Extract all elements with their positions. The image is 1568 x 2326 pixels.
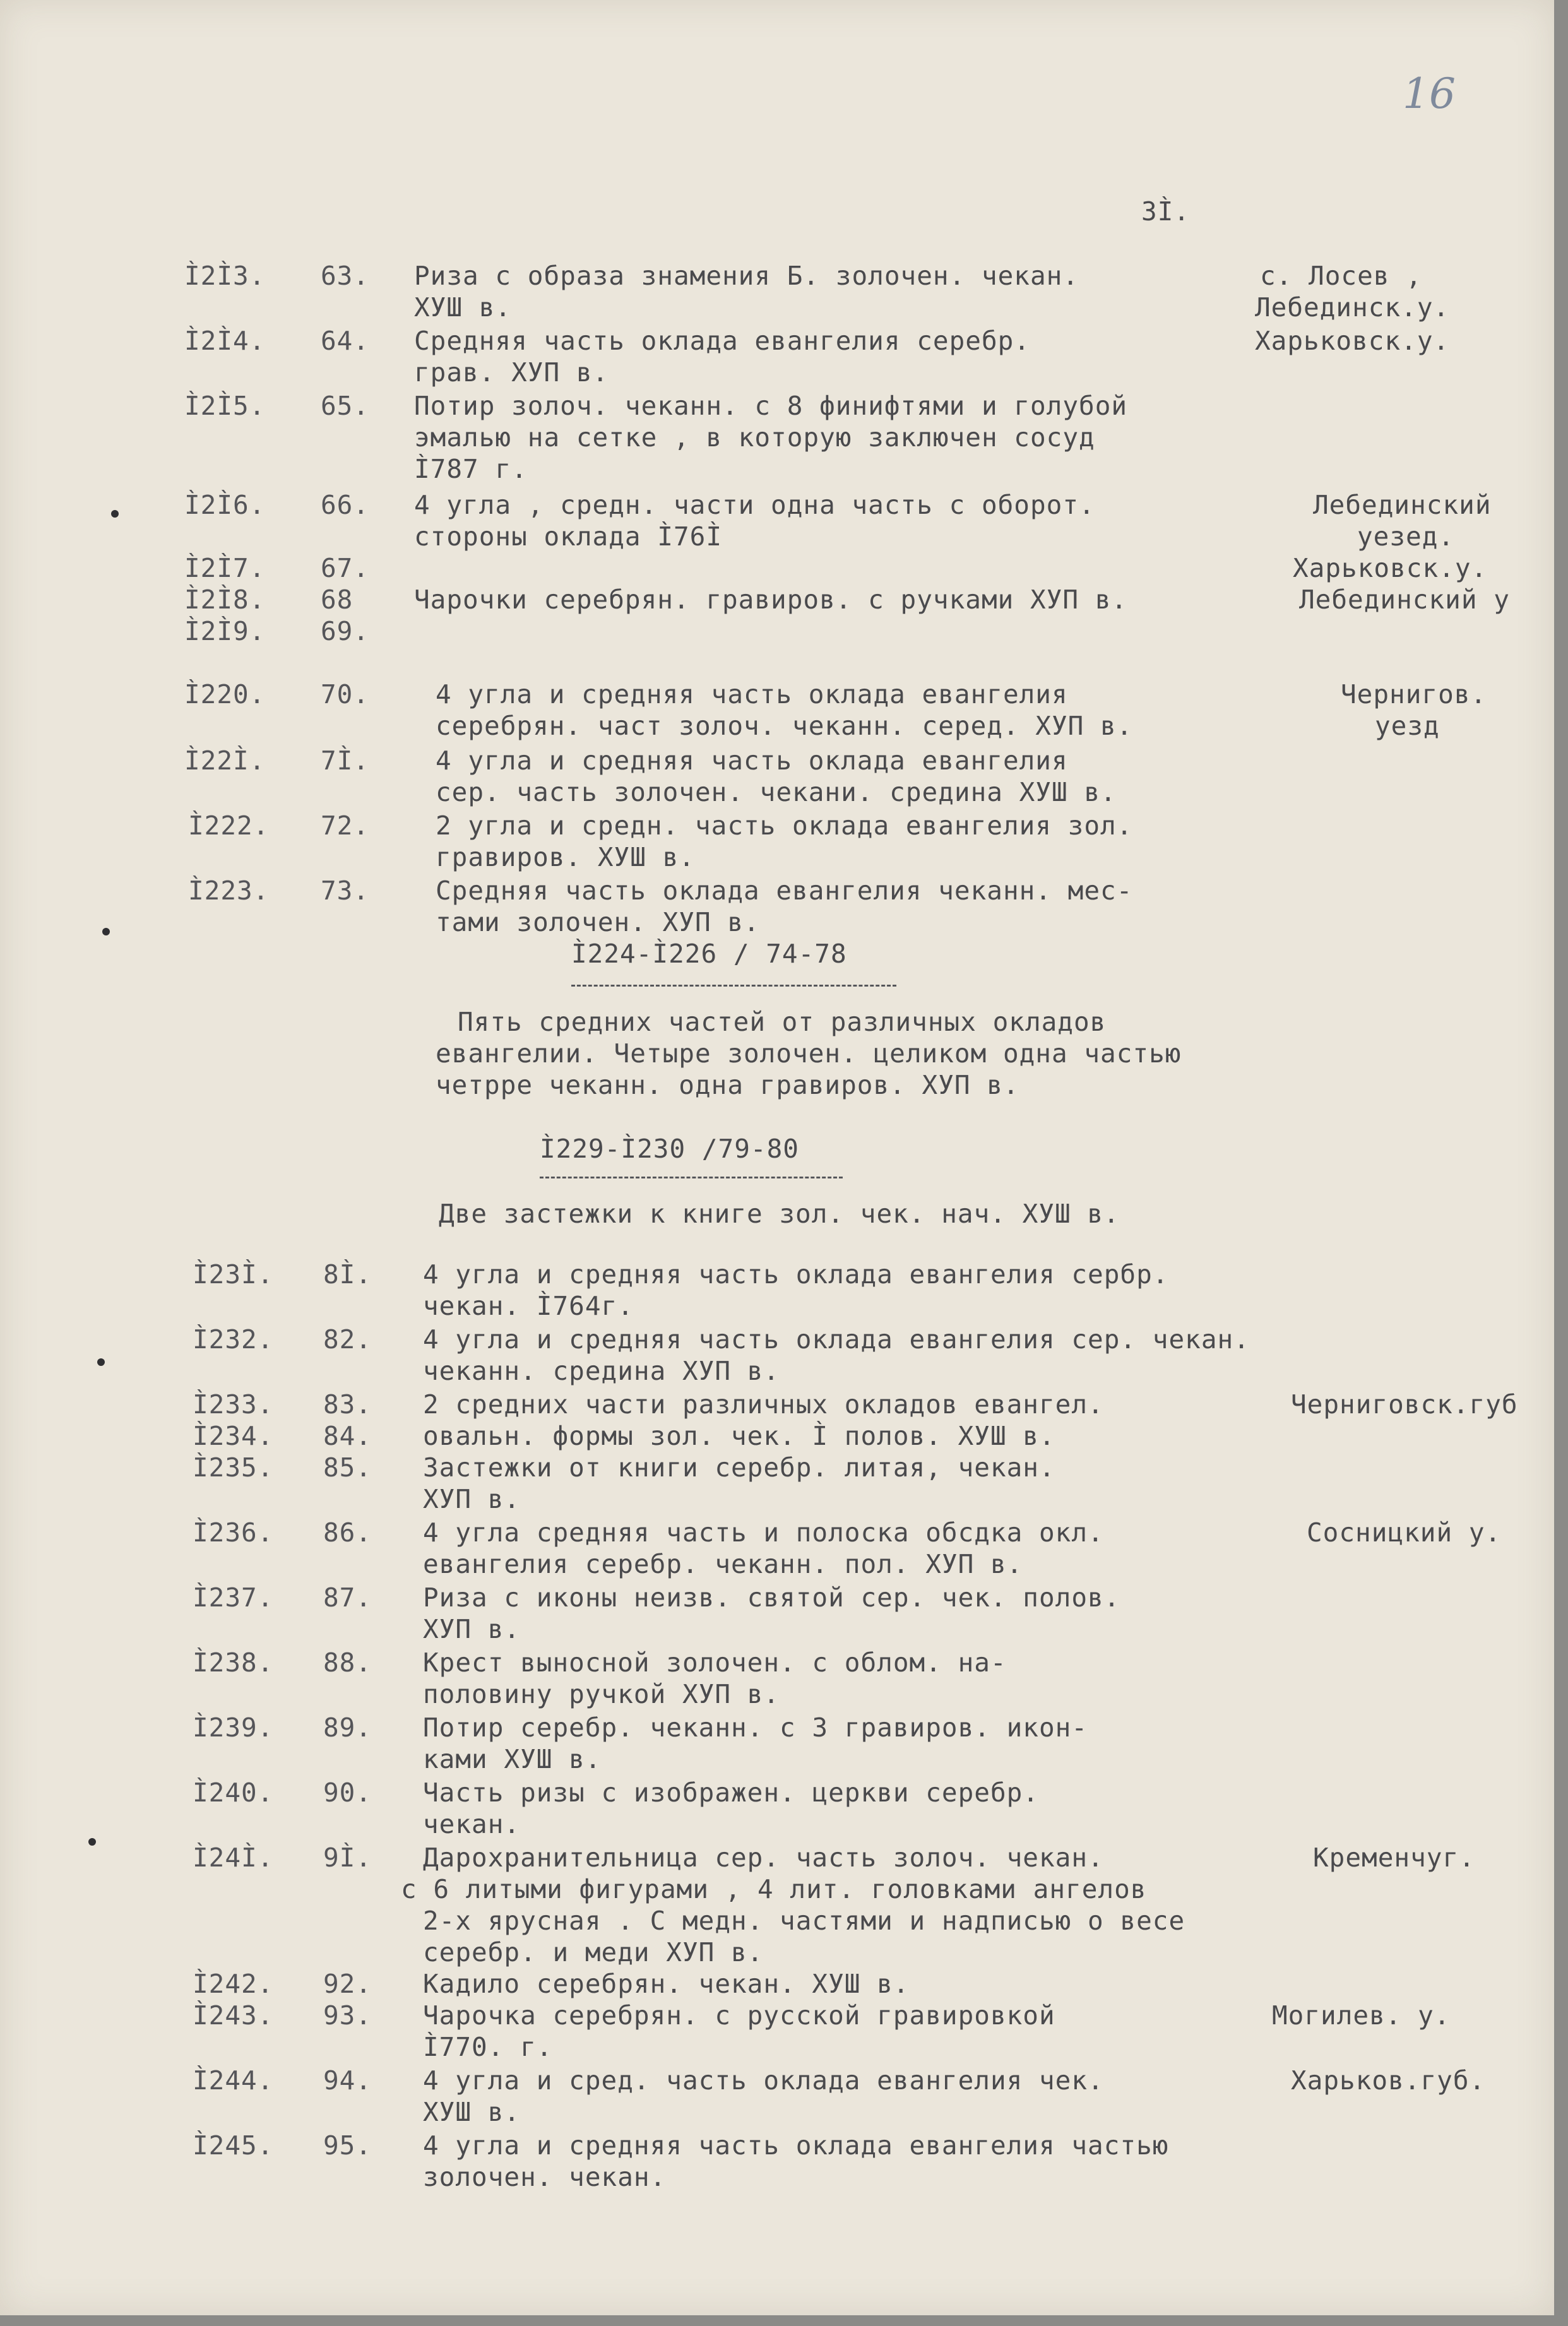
entry-number: Ì2Ì7. (184, 553, 266, 583)
entry-subnumber: 7Ì. (321, 745, 370, 776)
entry-subnumber: 64. (321, 326, 370, 356)
entry-text: 2 угла и средн. часть оклада евангелия зол. (436, 810, 1133, 841)
entry-text: ками ХУШ в. (423, 1744, 602, 1774)
entry-number: Ì24Ì. (193, 1842, 274, 1873)
margin-mark (88, 1838, 96, 1846)
entry-subnumber: 93. (323, 2000, 372, 2031)
entry-text: Застежки от книги серебр. литая, чекан. (423, 1452, 1055, 1483)
margin-mark (102, 928, 110, 935)
entry-number: Ì2Ì4. (184, 326, 266, 356)
entry-number: Ì220. (184, 679, 266, 709)
entry-text: ХУП в. (423, 1484, 521, 1514)
entry-place: Харьков.губ. (1291, 2065, 1486, 2096)
entry-text: Дарохранительница сер. часть золоч. чекан. (423, 1842, 1104, 1873)
entry-text: половину ручкой ХУП в. (423, 1679, 780, 1709)
entry-text: Ì770. г. (423, 2032, 553, 2062)
entry-text: 2 средних части различных окладов евангел. (423, 1389, 1104, 1420)
entry-text: эмалью на сетке , в которую заключен сосуд (414, 422, 1095, 453)
entry-subnumber: 86. (323, 1517, 372, 1548)
entry-place: Харьковск.у. (1255, 326, 1450, 356)
entry-subnumber: 84. (323, 1421, 372, 1451)
entry-place: Сосницкий у. (1307, 1517, 1502, 1548)
entry-place: Чернигов. (1341, 679, 1487, 709)
entry-number: Ì2Ì5. (184, 391, 266, 421)
entry-text: сер. часть золочен. чекани. средина ХУШ в. (436, 777, 1117, 807)
entry-number: Ì232. (193, 1324, 274, 1355)
entry-subnumber: 73. (321, 875, 370, 906)
entry-subnumber: 66. (321, 490, 370, 520)
entry-number: Ì22Ì. (184, 745, 266, 776)
entry-text: тами золочен. ХУП в. (436, 907, 760, 937)
entry-text: гравиров. ХУШ в. (436, 842, 695, 872)
entry-number: Ì2Ì3. (184, 261, 266, 291)
group-heading: Ì229-Ì230 /79-80 (540, 1134, 799, 1164)
entry-text: 2-х ярусная . С медн. частями и надписью о весе (423, 1906, 1185, 1936)
entry-number: Ì23Ì. (193, 1259, 274, 1290)
entry-text: серебр. и меди ХУП в. (423, 1937, 764, 1967)
entry-number: Ì240. (193, 1777, 274, 1808)
entry-text: Риза с образа знамения Б. золочен. чекан. (414, 261, 1079, 291)
entry-subnumber: 88. (323, 1647, 372, 1678)
entry-text: 4 угла и средняя часть оклада евангелия (436, 745, 1068, 776)
entry-number: Ì239. (193, 1712, 274, 1743)
page-number: 3Ì. (1141, 196, 1191, 227)
entry-text: овальн. формы зол. чек. Ì полов. ХУШ в. (423, 1421, 1055, 1451)
group-heading-underline (571, 985, 896, 987)
entry-subnumber: 94. (323, 2065, 372, 2096)
entry-text: 4 угла средняя часть и полоска обсдка окл. (423, 1517, 1104, 1548)
entry-text: Потир золоч. чеканн. с 8 финифтями и голубой (414, 391, 1128, 421)
entry-subnumber: 72. (321, 810, 370, 841)
entry-text: стороны оклада Ì76Ì (414, 521, 722, 552)
entry-number: Ì2Ì9. (184, 616, 266, 646)
entry-subnumber: 92. (323, 1969, 372, 1999)
group-text: Пять средних частей от различных окладов (458, 1007, 1107, 1037)
entry-number: Ì242. (193, 1969, 274, 1999)
group-heading-underline (540, 1177, 843, 1178)
group-text: четрре чеканн. одна гравиров. ХУП в. (436, 1070, 1019, 1100)
entry-place: уезед. (1357, 521, 1455, 552)
entry-place: Черниговск.губ (1291, 1389, 1518, 1420)
entry-text: ХУШ в. (423, 2097, 521, 2127)
entry-place: Харьковск.у. (1293, 553, 1488, 583)
entry-number: Ì236. (193, 1517, 274, 1548)
entry-text: 4 угла , средн. части одна часть с оборот. (414, 490, 1095, 520)
entry-text: чекан. Ì764г. (423, 1291, 634, 1321)
margin-mark (97, 1358, 105, 1366)
entry-text: серебрян. част золоч. чеканн. серед. ХУП в. (436, 711, 1133, 741)
entry-text: евангелия серебр. чеканн. пол. ХУП в. (423, 1549, 1023, 1579)
entry-subnumber: 67. (321, 553, 370, 583)
entry-number: Ì234. (193, 1421, 274, 1451)
entry-subnumber: 85. (323, 1452, 372, 1483)
entry-place: Могилев. у. (1272, 2000, 1451, 2031)
entry-subnumber: 83. (323, 1389, 372, 1420)
entry-place: Лебединский (1313, 490, 1492, 520)
entry-number: Ì2Ì8. (184, 584, 266, 615)
entry-subnumber: 82. (323, 1324, 372, 1355)
entry-subnumber: 63. (321, 261, 370, 291)
margin-mark (111, 510, 119, 518)
entry-text: 4 угла и средняя часть оклада евангелия сер. чекан. (423, 1324, 1250, 1355)
entry-text: грав. ХУП в. (414, 357, 609, 388)
entry-text: Чарочка серебрян. с русской гравировкой (423, 2000, 1055, 2031)
entry-text: Средняя часть оклада евангелия чеканн. мес- (436, 875, 1133, 906)
entry-text: 4 угла и средняя часть оклада евангелия частью (423, 2130, 1169, 2161)
entry-text: чеканн. средина ХУП в. (423, 1356, 780, 1386)
entry-number: Ì243. (193, 2000, 274, 2031)
entry-text: 4 угла и сред. часть оклада евангелия чек. (423, 2065, 1104, 2096)
entry-text: ХУШ в. (414, 292, 512, 323)
entry-text: Часть ризы с изображен. церкви серебр. (423, 1777, 1039, 1808)
entry-text: чекан. (423, 1809, 521, 1839)
entry-place: Лебединск.у. (1255, 292, 1450, 323)
entry-place: Кременчуг. (1313, 1842, 1475, 1873)
entry-subnumber: 90. (323, 1777, 372, 1808)
entry-text: золочен. чекан. (423, 2162, 667, 2192)
entry-text: Ì787 г. (414, 454, 528, 484)
entry-text: Крест выносной золочен. с облом. на- (423, 1647, 1007, 1678)
group-text: Две застежки к книге зол. чек. нач. ХУШ в. (439, 1199, 1120, 1229)
entry-text: Риза с иконы неизв. святой сер. чек. полов. (423, 1582, 1120, 1613)
entry-place: с. Лосев , (1260, 261, 1422, 291)
entry-number: Ì237. (193, 1582, 274, 1613)
entry-text: с 6 литыми фигурами , 4 лит. головками ангелов (401, 1874, 1147, 1904)
entry-text: 4 угла и средняя часть оклада евангелия (436, 679, 1068, 709)
entry-number: Ì2Ì6. (184, 490, 266, 520)
entry-place: уезд (1375, 711, 1440, 741)
entry-number: Ì233. (193, 1389, 274, 1420)
folio-number: 16 (1403, 69, 1456, 118)
group-heading: Ì224-Ì226 / 74-78 (571, 939, 847, 969)
entry-number: Ì238. (193, 1647, 274, 1678)
entry-subnumber: 9Ì. (323, 1842, 372, 1873)
entry-subnumber: 68 (321, 584, 353, 615)
entry-number: Ì223. (188, 875, 270, 906)
entry-subnumber: 69. (321, 616, 370, 646)
group-text: евангелии. Четыре золочен. целиком одна частью (436, 1038, 1182, 1069)
entry-text: 4 угла и средняя часть оклада евангелия сербр. (423, 1259, 1169, 1290)
entry-text: Средняя часть оклада евангелия серебр. (414, 326, 1030, 356)
entry-text: Потир серебр. чеканн. с 3 гравиров. икон- (423, 1712, 1088, 1743)
entry-text: Кадило серебрян. чекан. ХУШ в. (423, 1969, 910, 1999)
entry-number: Ì245. (193, 2130, 274, 2161)
entry-text: ХУП в. (423, 1614, 521, 1644)
entry-number: Ì244. (193, 2065, 274, 2096)
entry-subnumber: 65. (321, 391, 370, 421)
entry-subnumber: 89. (323, 1712, 372, 1743)
entry-subnumber: 8Ì. (323, 1259, 372, 1290)
entry-subnumber: 70. (321, 679, 370, 709)
entry-number: Ì235. (193, 1452, 274, 1483)
entry-place: Лебединский у (1299, 584, 1510, 615)
entry-text: Чарочки серебрян. гравиров. с ручками ХУП в. (414, 584, 1128, 615)
entry-subnumber: 87. (323, 1582, 372, 1613)
entry-subnumber: 95. (323, 2130, 372, 2161)
entry-number: Ì222. (188, 810, 270, 841)
